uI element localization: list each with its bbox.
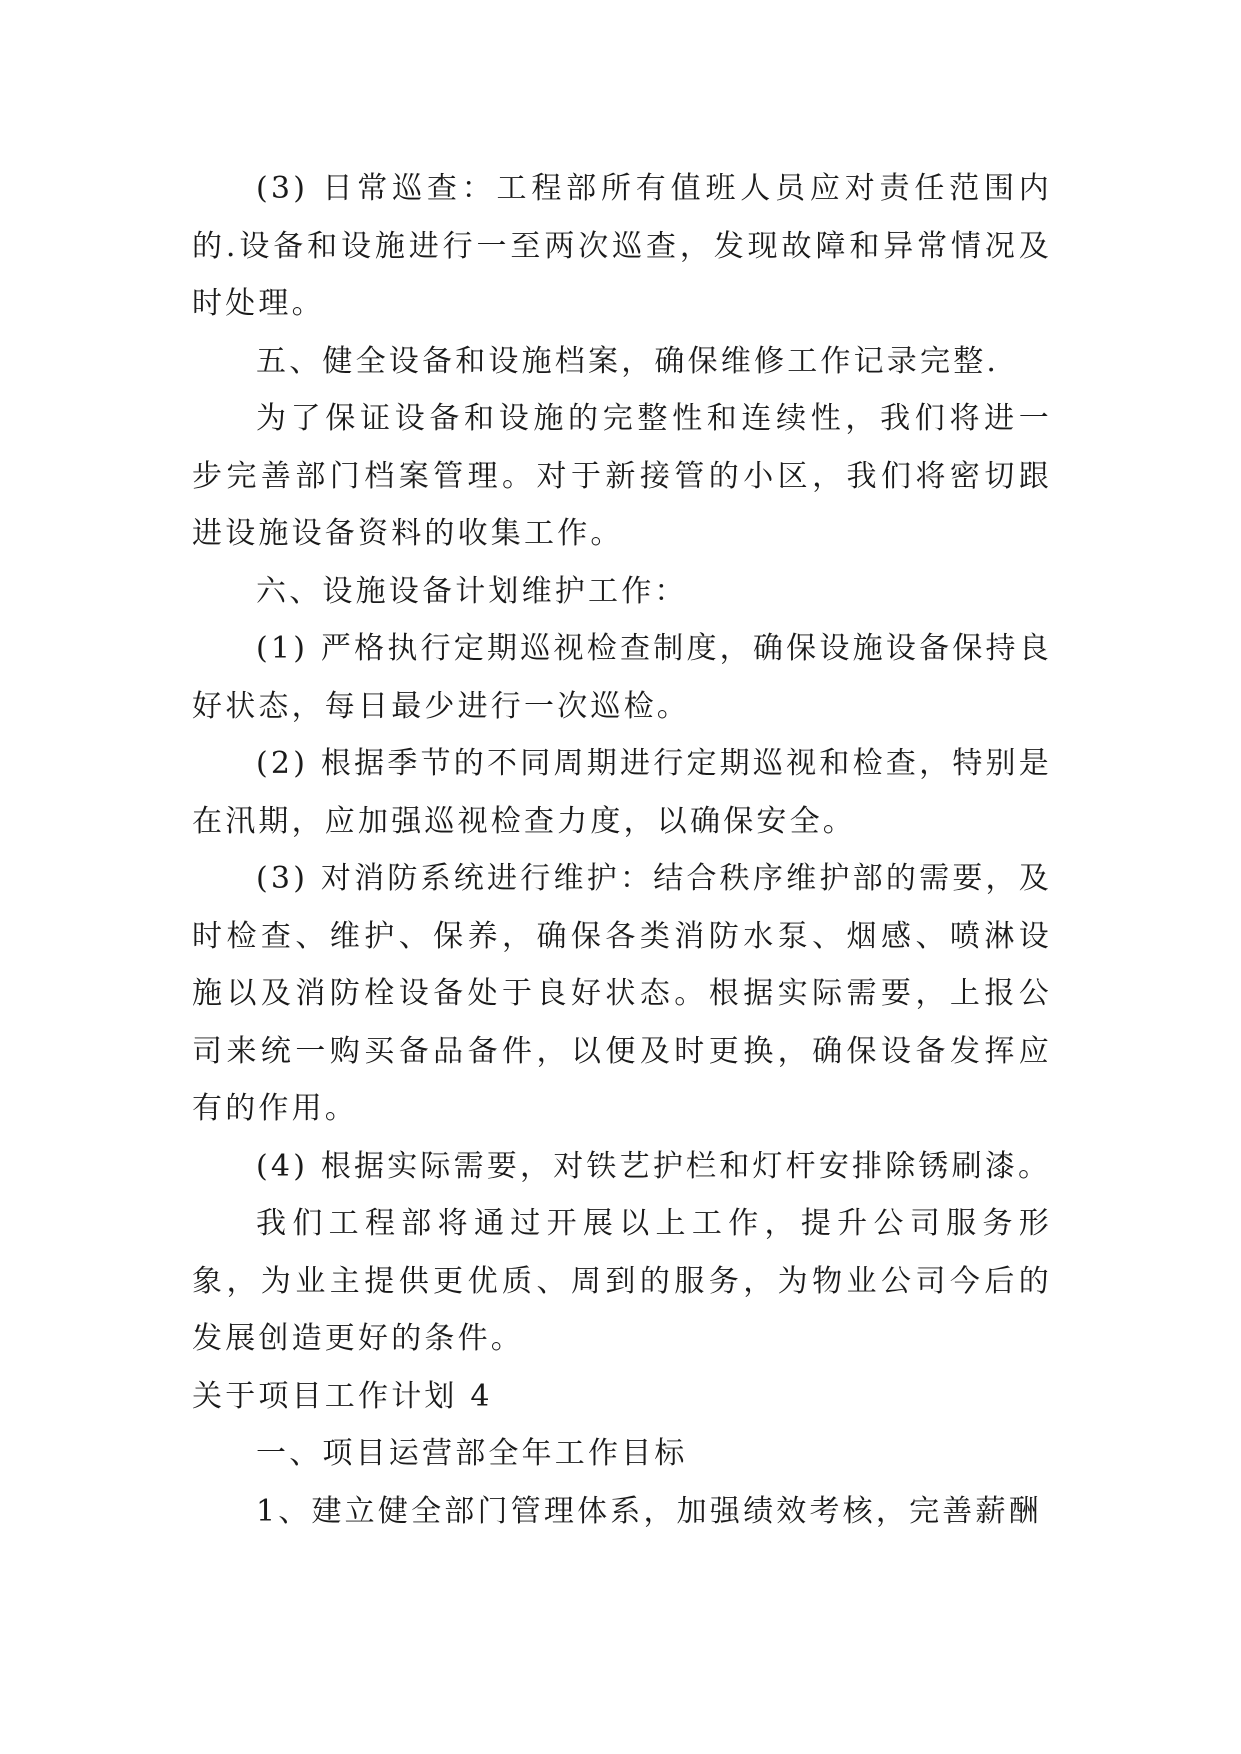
paragraph-section-six: 六、设施设备计划维护工作：	[256, 573, 688, 609]
document-body	[192, 160, 1052, 1540]
paragraph-conclusion: 我们工程部将通过开展以上工作，提升公司服务形象，为业主提供更优质、周到的服务，为物业公司今后的发展创造更好的条件。	[192, 1206, 1052, 1356]
paragraph-goal-1: 1、建立健全部门管理体系，加强绩效考核，完善薪酬	[256, 1493, 1042, 1529]
paragraph-item-4: (4) 根据实际需要，对铁艺护栏和灯杆安排除锈刷漆。	[256, 1148, 1052, 1184]
paragraph-section-five: 五、健全设备和设施档案，确保维修工作记录完整.	[256, 343, 1000, 379]
paragraph-daily-inspection: (3) 日常巡查：工程部所有值班人员应对责任范围内的.设备和设施进行一至两次巡查，发现故障和异常情况及时处理。	[192, 171, 1052, 321]
section-title: 关于项目工作计划 4	[192, 1378, 493, 1414]
paragraph-archive-management: 为了保证设备和设施的完整性和连续性，我们将进一步完善部门档案管理。对于新接管的小区，我们将密切跟进设施设备资料的收集工作。	[192, 401, 1052, 551]
paragraph-item-3: (3) 对消防系统进行维护：结合秩序维护部的需要，及时检查、维护、保养，确保各类消防水泵、烟感、喷淋设施以及消防栓设备处于良好状态。根据实际需要，上报公司来统一购买备品备件，以便及时更换，确保设备发挥应有的作用。	[192, 861, 1052, 1126]
paragraph-item-1: (1) 严格执行定期巡视检查制度，确保设施设备保持良好状态，每日最少进行一次巡检。	[192, 631, 1052, 724]
paragraph-item-2: (2) 根据季节的不同周期进行定期巡视和检查，特别是在汛期，应加强巡视检查力度，以确保安全。	[192, 746, 1052, 839]
paragraph-annual-goal: 一、项目运营部全年工作目标	[256, 1436, 688, 1471]
